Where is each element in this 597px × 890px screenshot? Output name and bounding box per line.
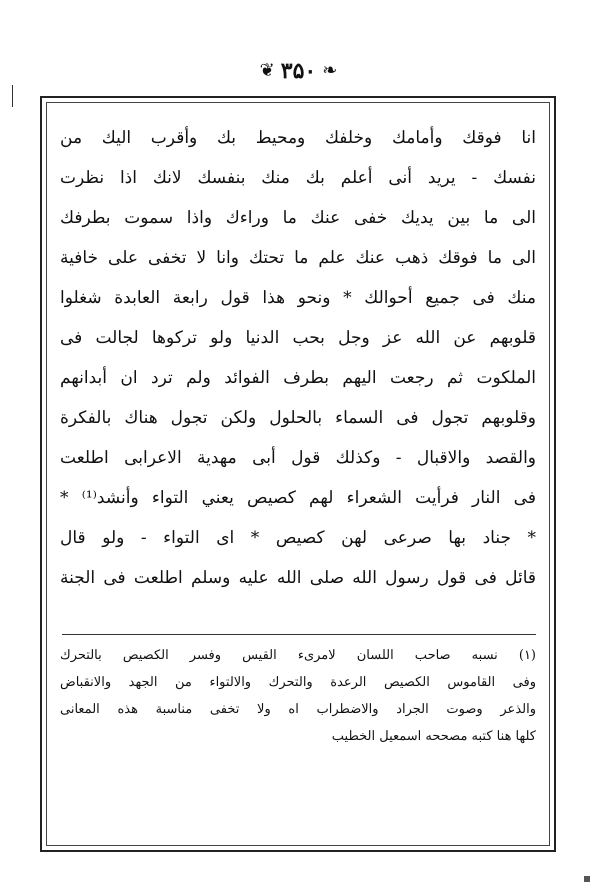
text-line: فى النار فرأيت الشعراء لهم كصيص يعني التواء وأنشد⁽¹⁾ *: [60, 488, 536, 508]
text-line: الى ما بين يديك خفى عنك ما وراءك واذا سموت بطرفك: [60, 208, 536, 228]
page-number: ۳۵۰: [280, 58, 317, 84]
main-text-block: [60, 118, 536, 598]
footnote-separator: [62, 634, 536, 635]
text-line: وقلوبهم تجول فى السماء بالحلول ولكن تجول هناك بالفكرة: [60, 408, 536, 428]
text-line: منك فى جميع أحوالك * ونحو هذا قول رابعة العابدة شغلوا: [60, 288, 536, 308]
margin-rule: [12, 85, 13, 107]
text-line: قائل فى قول رسول الله صلى الله عليه وسلم اطلعت فى الجنة: [60, 568, 536, 588]
footnote-line: (١) نسبه صاحب اللسان لامرىء القيس وفسر الكصيص بالتحرك: [60, 648, 536, 663]
footnote-line: وفى القاموس الكصيص الرعدة والتحرك والالتواء من الجهد والانقباض: [60, 675, 536, 690]
footnote-line: كلها هنا كتبه مصححه اسمعيل الخطيب: [331, 729, 536, 744]
text-line: الى ما فوقك ذهب عنك علم ما تحتك وانا لا تخفى على خافية: [60, 248, 536, 268]
text-line: انا فوقك وأمامك وخلفك ومحيط بك وأقرب اليك من: [60, 128, 536, 148]
footnote-line: والذعر وصوت الجراد والاضطراب اه ولا تخفى مناسبة هذه المعانى: [60, 702, 536, 717]
scan-corner-mark: [584, 876, 590, 882]
ornament-right-icon: ❧: [322, 60, 338, 81]
footnote-block: [60, 642, 536, 750]
text-line: * جناد بها صرعى لهن كصيص * اى التواء - ولو قال: [60, 528, 536, 548]
text-line: نفسك - يريد أنى أعلم بك منك بنفسك لانك اذا نظرت: [60, 168, 536, 188]
text-line: قلوبهم عن الله عز وجل بحب الدنيا ولو تركوها لجالت فى: [60, 328, 536, 348]
text-line: الملكوت ثم رجعت اليهم بطرف الفوائد ولم ترد ان أبدانهم: [60, 368, 536, 388]
page-header: [0, 58, 597, 84]
text-line: والقصد والاقبال - وكذلك قول أبى مهدية الاعرابى اطلعت: [60, 448, 536, 468]
ornament-left-icon: ❦: [259, 60, 275, 81]
